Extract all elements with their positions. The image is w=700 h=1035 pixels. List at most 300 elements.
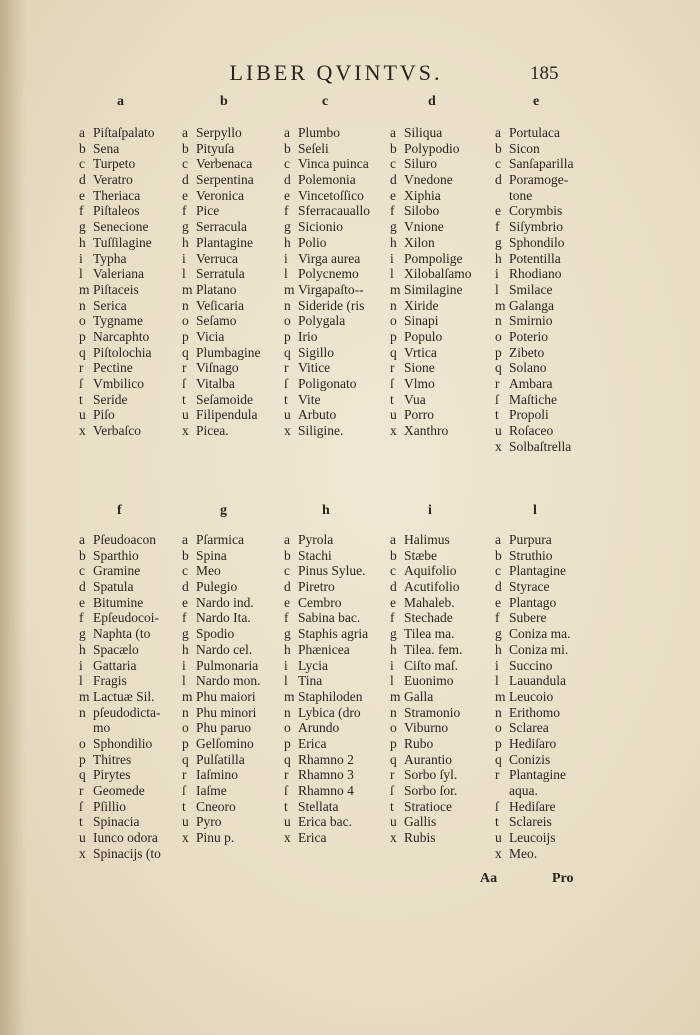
index-entry [182, 658, 300, 674]
entry-text: Staphis agria [298, 626, 369, 642]
index-entry [284, 642, 402, 658]
index-entry [390, 610, 508, 626]
entry-key: f [182, 610, 187, 626]
index-entry [182, 360, 300, 376]
entry-key: p [390, 735, 397, 751]
entry-key: o [390, 720, 397, 736]
entry-key: e [284, 187, 290, 203]
index-entry [284, 188, 402, 204]
entry-text: Sorbo ſor. [404, 783, 458, 798]
entry-text: Geomede [93, 783, 145, 798]
entry-text: Piſtaſpalato [93, 125, 155, 140]
entry-text: Veſicaria [196, 297, 244, 313]
entry-key: f [495, 610, 500, 626]
entry-text: Poramoge- [509, 172, 569, 188]
index-entry [495, 172, 613, 188]
entry-text: Conizis [509, 751, 551, 767]
entry-key: n [390, 297, 397, 313]
entry-key: l [495, 673, 499, 689]
entry-key: q [284, 751, 291, 767]
entry-text: Sparthio [93, 547, 139, 563]
index-entry [79, 752, 197, 768]
index-entry [284, 579, 402, 595]
column-letter: l [533, 503, 537, 518]
entry-key: l [79, 266, 83, 282]
entry-text: Picea. [196, 423, 229, 439]
index-entry [182, 156, 300, 172]
index-entry [182, 251, 300, 267]
index-entry [284, 172, 402, 188]
index-entry [79, 705, 197, 721]
entry-key: h [79, 641, 86, 657]
entry-text: Piretro [298, 579, 335, 595]
index-entry [495, 407, 613, 423]
index-entry [390, 579, 508, 595]
entry-key: h [495, 641, 502, 657]
index-entry [182, 705, 300, 721]
entry-key: p [79, 328, 86, 344]
entry-text: Coniza ma. [509, 626, 571, 642]
entry-key: c [495, 563, 501, 579]
index-entry [390, 407, 508, 423]
entry-text: Polio [298, 234, 327, 250]
entry-key: ſ [495, 798, 499, 814]
entry-key: p [284, 328, 291, 344]
entry-key: m [182, 688, 193, 704]
index-entry [495, 595, 613, 611]
entry-text: Silobo [404, 203, 440, 219]
index-entry [390, 658, 508, 674]
entry-key: r [390, 767, 395, 783]
entry-key: m [284, 281, 295, 297]
index-entry [284, 266, 402, 282]
entry-text: Turpeto [93, 156, 136, 172]
column-letter: g [220, 503, 227, 518]
entry-key: ſ [284, 783, 288, 798]
entry-key: e [182, 594, 188, 610]
entry-key: ſ [182, 376, 186, 391]
entry-text: Viſnago [196, 360, 239, 376]
index-entry [182, 563, 300, 579]
entry-text: Vmbilico [93, 376, 144, 391]
entry-text: Sanſaparilla [509, 156, 574, 172]
entry-text: Lauandula [509, 673, 566, 689]
entry-key: ſ [390, 376, 394, 391]
index-entry [390, 642, 508, 658]
entry-key: t [79, 391, 83, 407]
entry-text: Erithomo [509, 704, 560, 720]
entry-key: q [495, 360, 502, 376]
entry-key: t [182, 798, 186, 814]
entry-text: Lycia [298, 657, 328, 673]
entry-text: Porro [404, 407, 434, 423]
entry-text: Staphiloden [298, 688, 363, 704]
entry-key: b [284, 547, 291, 563]
entry-key: d [79, 172, 86, 188]
entry-key: n [495, 704, 502, 720]
index-entry [495, 125, 613, 141]
entry-key: b [79, 140, 86, 156]
entry-key: a [79, 125, 85, 140]
entry-key: m [495, 297, 506, 313]
index-entry [284, 752, 402, 768]
index-entry [79, 329, 197, 345]
entry-key: o [284, 720, 291, 736]
entry-key: a [390, 532, 396, 547]
index-entry [284, 595, 402, 611]
index-entry [495, 439, 613, 455]
index-entry [182, 799, 300, 815]
entry-key [79, 720, 93, 736]
index-entry [390, 736, 508, 752]
entry-key: g [390, 219, 397, 235]
index-entry [79, 736, 197, 752]
entry-key: m [390, 688, 401, 704]
entry-key: x [284, 830, 291, 846]
entry-key: f [284, 610, 289, 626]
index-entry [390, 830, 508, 846]
index-entry [495, 642, 613, 658]
entry-text: Vitice [298, 360, 331, 376]
entry-text: Sferracauallo [298, 203, 370, 219]
index-entry [79, 673, 197, 689]
entry-text: Pectine [93, 360, 133, 376]
index-entry [79, 595, 197, 611]
index-entry [182, 203, 300, 219]
entry-key: b [495, 547, 502, 563]
entry-key: p [79, 751, 86, 767]
entry-text: aqua. [509, 783, 538, 798]
entry-text: Arundo [298, 720, 340, 736]
entry-text: Styrace [509, 579, 550, 595]
entry-text: Naphta (to [93, 626, 151, 642]
entry-key: n [495, 313, 502, 329]
entry-key: r [495, 767, 500, 783]
entry-key: p [182, 328, 189, 344]
index-entry [390, 313, 508, 329]
index-entry [182, 298, 300, 314]
entry-key: c [284, 563, 290, 579]
entry-text: Sena [93, 140, 120, 156]
index-entry [182, 548, 300, 564]
entry-text: Stæbe [404, 547, 438, 563]
entry-text: Purpura [509, 532, 552, 547]
entry-key [495, 188, 509, 204]
entry-key: b [390, 140, 397, 156]
entry-key: u [390, 814, 397, 830]
entry-text: Ambara [509, 376, 553, 391]
entry-key: g [284, 626, 291, 642]
index-entry [79, 799, 197, 815]
entry-text: Mahaleb. [404, 594, 455, 610]
entry-key: m [79, 281, 90, 297]
entry-text: Poterio [509, 328, 548, 344]
entry-text: Epſeudocoi- [93, 610, 159, 626]
entry-key: d [495, 579, 502, 595]
entry-text: Potentilla [509, 250, 561, 266]
entry-key: x [79, 423, 86, 439]
entry-text: Stellata [298, 798, 339, 814]
entry-key: m [495, 688, 506, 704]
entry-text: Galla [404, 688, 434, 704]
index-entry [284, 125, 402, 141]
entry-text: Sicionio [298, 219, 344, 235]
entry-key: o [182, 313, 189, 329]
index-entry [495, 720, 613, 736]
entry-key: p [182, 735, 189, 751]
index-entry [284, 689, 402, 705]
index-entry [495, 376, 613, 392]
entry-key: b [495, 140, 502, 156]
index-entry [79, 298, 197, 314]
index-entry [390, 783, 508, 799]
index-entry [284, 799, 402, 815]
entry-key: t [390, 391, 394, 407]
entry-text: Serratula [196, 266, 245, 282]
index-entry [390, 329, 508, 345]
entry-key: d [79, 579, 86, 595]
column-letter: b [220, 94, 228, 109]
entry-key: i [284, 250, 288, 266]
index-entry [284, 407, 402, 423]
index-entry [390, 548, 508, 564]
index-entry [390, 673, 508, 689]
entry-text: Cembro [298, 594, 342, 610]
index-entry [390, 376, 508, 392]
index-entry [182, 736, 300, 752]
entry-key: ſ [495, 391, 499, 407]
entry-text: Stachi [298, 547, 332, 563]
entry-text: Siluro [404, 156, 438, 172]
signature-mark: Aa [480, 871, 498, 886]
entry-key: d [495, 172, 502, 188]
entry-text: mo [93, 720, 111, 736]
index-entry [495, 203, 613, 219]
entry-key: u [284, 814, 291, 830]
entry-text: Plantagine [509, 767, 566, 783]
entry-text: Sorbo ſyl. [404, 767, 458, 783]
entry-text: tone [509, 187, 533, 203]
column-letter: a [117, 94, 124, 109]
entry-key: d [182, 579, 189, 595]
index-entry [284, 705, 402, 721]
entry-text: Rhamno 4 [298, 783, 354, 798]
index-column [284, 532, 402, 846]
entry-text: Verruca [196, 250, 238, 266]
entry-text: Virga aurea [298, 250, 361, 266]
index-entry [390, 705, 508, 721]
entry-text: Tilea. fem. [404, 641, 463, 657]
entry-text: Populo [404, 328, 443, 344]
entry-text: Plumbo [298, 125, 341, 140]
entry-text: Vinca puinca [298, 156, 369, 172]
entry-text: Pyrola [298, 532, 334, 547]
index-entry [284, 720, 402, 736]
entry-text: Smilace [509, 281, 553, 297]
index-entry [495, 783, 613, 799]
index-entry [284, 251, 402, 267]
entry-key: h [284, 641, 291, 657]
entry-text: Polemonia [298, 172, 356, 188]
entry-text: Gramine [93, 563, 141, 579]
index-entry [390, 251, 508, 267]
entry-key: p [390, 328, 397, 344]
entry-key: p [495, 735, 502, 751]
entry-text: Seſamoide [196, 391, 253, 407]
index-entry [390, 720, 508, 736]
entry-text: Leucoio [509, 688, 554, 704]
entry-text: Seride [93, 391, 128, 407]
entry-key: i [79, 250, 83, 266]
entry-text: Rhamno 2 [298, 751, 354, 767]
entry-key: ſ [182, 783, 186, 798]
entry-key: m [182, 281, 193, 297]
entry-text: Acutifolio [404, 579, 460, 595]
entry-text: Sione [404, 360, 435, 376]
entry-text: Rubis [404, 830, 436, 846]
entry-text: Subere [509, 610, 547, 626]
index-entry [495, 548, 613, 564]
entry-text: Pyro [196, 814, 222, 830]
index-entry [390, 282, 508, 298]
index-entry [390, 626, 508, 642]
entry-key: d [284, 579, 291, 595]
index-entry [284, 783, 402, 799]
index-entry [495, 360, 613, 376]
index-entry [284, 298, 402, 314]
index-entry [182, 329, 300, 345]
entry-key: g [79, 626, 86, 642]
entry-key: h [495, 250, 502, 266]
index-entry [284, 156, 402, 172]
index-entry [182, 626, 300, 642]
entry-text: Sicon [509, 140, 540, 156]
entry-text: Nardo ind. [196, 594, 254, 610]
entry-text: Gelſomino [196, 735, 254, 751]
entry-key: i [390, 250, 394, 266]
entry-text: Sideride (ris [298, 297, 365, 313]
entry-text: Siligine. [298, 423, 344, 439]
entry-key: h [79, 234, 86, 250]
entry-key: x [390, 423, 397, 439]
index-entry [284, 313, 402, 329]
index-entry [390, 188, 508, 204]
index-entry [79, 563, 197, 579]
entry-text: Tuſſilagine [93, 234, 152, 250]
index-entry [182, 752, 300, 768]
entry-text: Erica [298, 830, 327, 846]
entry-key: h [182, 234, 189, 250]
entry-text: Seſeli [298, 140, 329, 156]
entry-text: Aquifolio [404, 563, 457, 579]
entry-text: Nardo mon. [196, 673, 261, 689]
entry-text: Leucoijs [509, 830, 556, 846]
index-entry [182, 532, 300, 548]
entry-key: x [284, 423, 291, 439]
index-entry [182, 266, 300, 282]
entry-text: Lactuæ Sil. [93, 688, 155, 704]
entry-text: Sclareis [509, 814, 552, 830]
entry-key: q [495, 751, 502, 767]
index-entry [495, 846, 613, 862]
entry-key: ſ [79, 798, 83, 814]
index-entry [390, 156, 508, 172]
entry-text: Sclarea [509, 720, 549, 736]
entry-text: Serpyllo [196, 125, 242, 140]
entry-text: Polypodio [404, 140, 460, 156]
entry-key: n [79, 704, 86, 720]
entry-key: l [182, 266, 186, 282]
entry-text: Pulegio [196, 579, 238, 595]
index-entry [390, 125, 508, 141]
entry-text: Platano [196, 281, 237, 297]
entry-text: Nardo cel. [196, 641, 253, 657]
index-entry [495, 282, 613, 298]
index-entry [390, 563, 508, 579]
entry-text: Pulmonaria [196, 657, 259, 673]
index-entry [495, 705, 613, 721]
entry-text: Similagine [404, 281, 463, 297]
index-entry [79, 219, 197, 235]
entry-text: Erica bac. [298, 814, 352, 830]
entry-key: n [390, 704, 397, 720]
entry-key: h [390, 641, 397, 657]
entry-key: f [79, 610, 84, 626]
index-entry [182, 814, 300, 830]
entry-key: u [182, 814, 189, 830]
index-entry [182, 125, 300, 141]
column-letter: f [117, 503, 122, 518]
index-column [182, 532, 300, 846]
entry-text: pſeudodicta- [93, 704, 161, 720]
entry-text: Vlmo [404, 376, 435, 391]
index-entry [79, 282, 197, 298]
index-column [390, 125, 508, 439]
entry-text: Solano [509, 360, 547, 376]
entry-text: Viburno [404, 720, 449, 736]
entry-key: e [495, 594, 501, 610]
index-entry [284, 141, 402, 157]
index-entry [495, 345, 613, 361]
entry-key: e [79, 594, 85, 610]
entry-text: Gattaria [93, 657, 137, 673]
entry-text: Vrtica [404, 344, 437, 360]
entry-key: f [182, 203, 187, 219]
entry-key: u [79, 407, 86, 423]
entry-text: Gallis [404, 814, 437, 830]
index-entry [182, 423, 300, 439]
index-entry [495, 313, 613, 329]
index-entry [284, 282, 402, 298]
index-entry [495, 658, 613, 674]
entry-key: m [390, 281, 401, 297]
entry-text: Coniza mi. [509, 641, 569, 657]
entry-key: e [495, 203, 501, 219]
entry-text: Poligonato [298, 376, 357, 391]
index-entry [182, 172, 300, 188]
entry-text: Phu minori [196, 704, 257, 720]
entry-text: Rhodiano [509, 266, 562, 282]
index-entry [79, 392, 197, 408]
index-entry [495, 219, 613, 235]
entry-text: Pinus Sylue. [298, 563, 366, 579]
index-entry [495, 563, 613, 579]
entry-text: Meo [196, 563, 221, 579]
index-entry [495, 736, 613, 752]
index-entry [495, 610, 613, 626]
entry-key: b [284, 140, 291, 156]
entry-text: Sphondilio [93, 735, 153, 751]
